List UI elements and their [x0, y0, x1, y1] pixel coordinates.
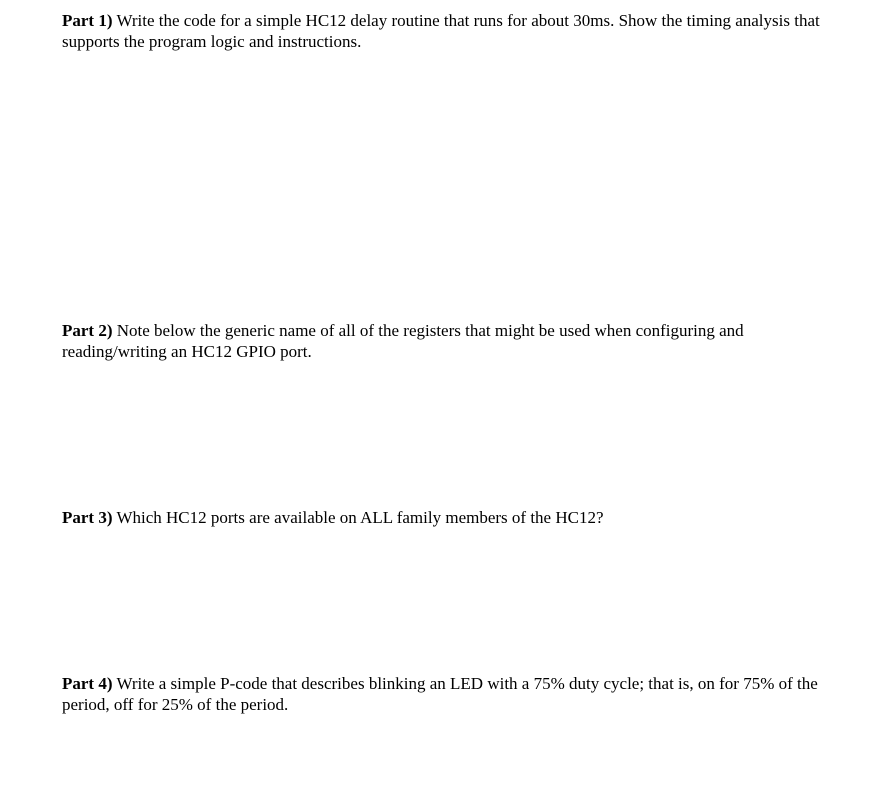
question-part-4-text: Write a simple P-code that describes blinking an LED with a 75% duty cycle; that is, on for 75% of the period, off for 25% of the period.: [62, 674, 818, 714]
question-part-1-label: Part 1): [62, 11, 113, 30]
question-part-2-label: Part 2): [62, 321, 113, 340]
question-part-1-text: Write the code for a simple HC12 delay routine that runs for about 30ms. Show the timing analysis that supports the program logic and instructions.: [62, 11, 820, 51]
question-part-4-label: Part 4): [62, 674, 113, 693]
question-part-2-text: Note below the generic name of all of the registers that might be used when configuring and reading/writing an HC12 GPIO port.: [62, 321, 744, 361]
question-part-1: [62, 10, 842, 52]
question-part-3-text: Which HC12 ports are available on ALL family members of the HC12?: [116, 508, 604, 527]
question-part-3: [62, 507, 842, 528]
question-part-3-label: Part 3): [62, 508, 113, 527]
question-part-2: [62, 320, 842, 362]
question-part-4: [62, 673, 842, 715]
